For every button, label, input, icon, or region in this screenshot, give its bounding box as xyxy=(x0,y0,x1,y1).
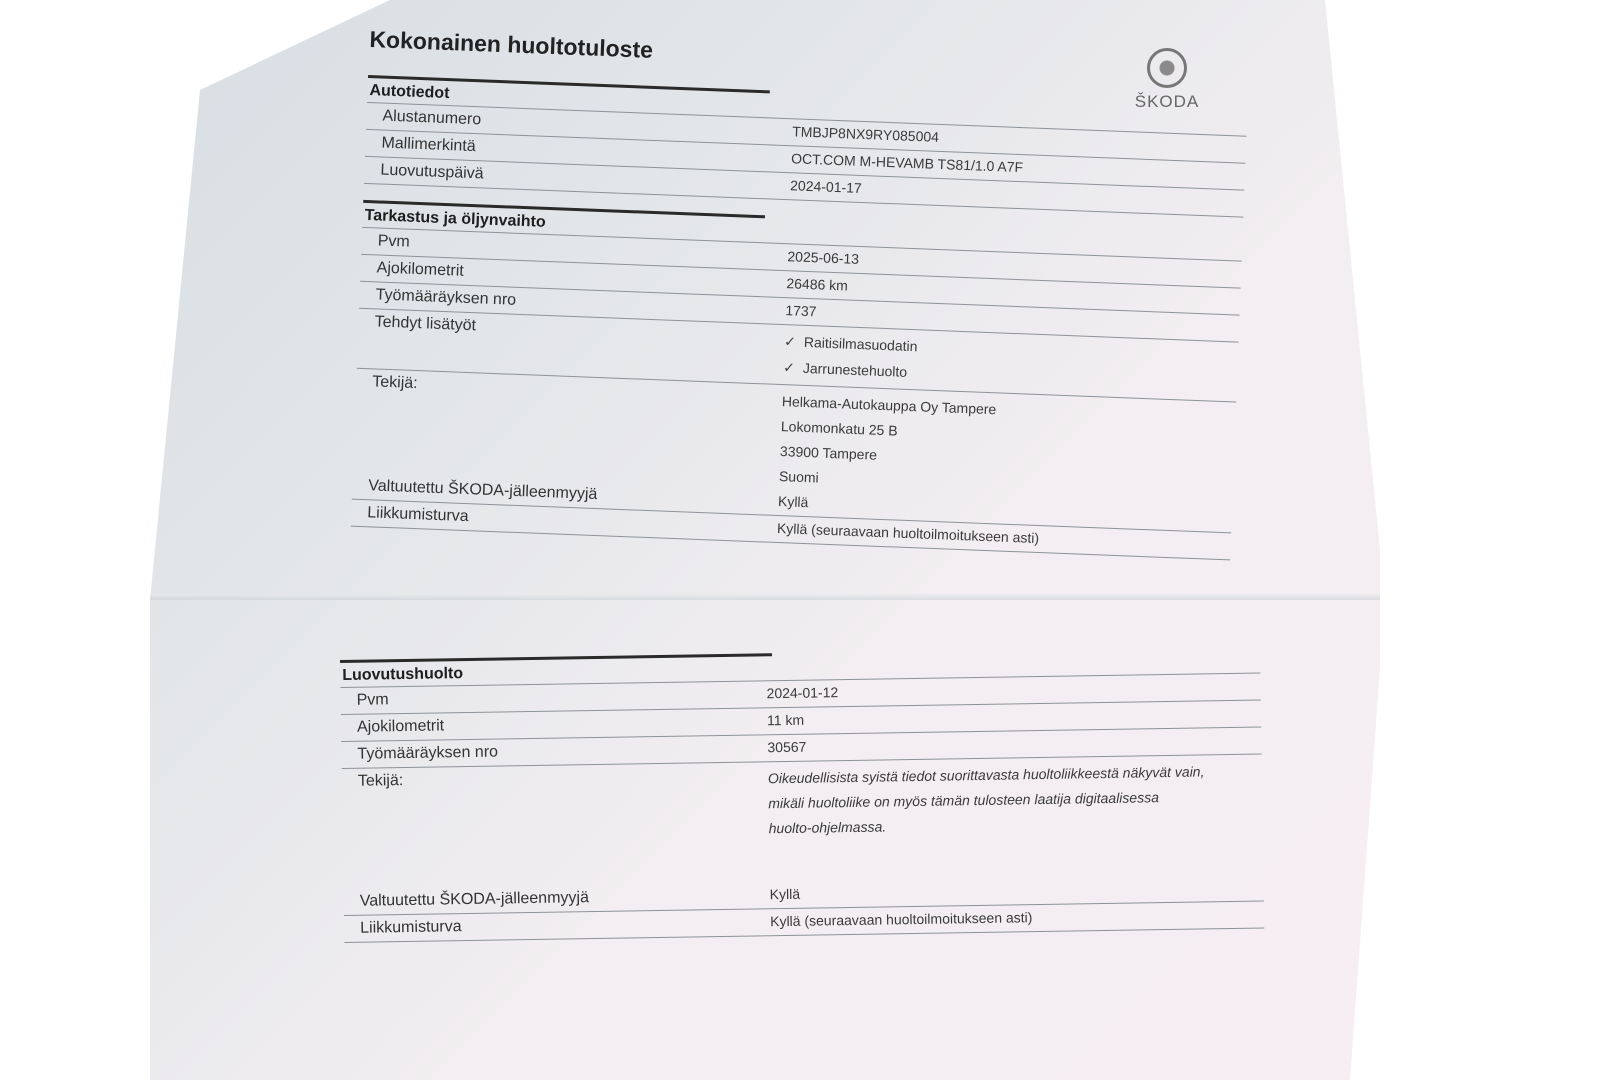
pvm-value: 2025-06-13 xyxy=(787,248,860,267)
maker-label: Tekijä: xyxy=(357,772,404,790)
document-title: Kokonainen huoltotuloste xyxy=(369,26,654,63)
dealer-label: Valtuutettu ŠKODA-jälleenmyyjä xyxy=(368,477,598,504)
car-info-heading: Autotiedot xyxy=(367,75,770,117)
extra-work-item: Raitisilmasuodatin xyxy=(803,333,918,355)
pvm-value: 2024-01-12 xyxy=(766,684,839,702)
order-label: Työmääräyksen nro xyxy=(375,286,517,309)
checkmark-icon: ✓ xyxy=(782,360,796,377)
mobility-value: Kyllä (seuraavaan huoltoilmoitukseen asti) xyxy=(770,909,1033,930)
row-value: 2024-01-17 xyxy=(789,177,863,196)
lower-content xyxy=(340,646,1265,959)
maker-note xyxy=(768,755,1264,883)
checkmark-icon: ✓ xyxy=(783,334,797,351)
handover-heading: Luovutushuolto xyxy=(340,653,772,687)
note-line: Oikeudellisista syistä tiedot suorittavasta huoltoliikkeestä näkyvät vain, xyxy=(767,763,1205,787)
pvm-label: Pvm xyxy=(377,232,411,251)
extra-work-item: Jarrunestehuolto xyxy=(802,359,908,380)
mobility-label: Liikkumisturva xyxy=(366,504,469,526)
address-line: Suomi xyxy=(778,468,819,486)
km-label: Ajokilometrit xyxy=(356,717,445,736)
table-row xyxy=(342,754,1264,889)
address-line: Helkama-Autokauppa Oy Tampere xyxy=(781,393,997,418)
order-value: 30567 xyxy=(767,738,807,756)
km-label: Ajokilometrit xyxy=(376,259,465,280)
address-line: 33900 Tampere xyxy=(779,443,878,463)
pvm-label: Pvm xyxy=(356,691,389,709)
mobility-label: Liikkumisturva xyxy=(360,918,462,937)
row-label: Alustanumero xyxy=(382,107,482,129)
brand-wordmark: ŠKODA xyxy=(1134,92,1200,111)
maker-label: Tekijä: xyxy=(372,373,418,393)
row-label: Luovutuspäivä xyxy=(380,161,484,183)
dealer-value: Kyllä xyxy=(777,493,809,511)
order-value: 1737 xyxy=(785,302,817,320)
handover-section xyxy=(340,646,1264,943)
km-value: 11 km xyxy=(766,711,805,729)
row-label: Mallimerkintä xyxy=(381,134,477,156)
km-value: 26486 km xyxy=(786,275,849,294)
extras-label: Tehdyt lisätyöt xyxy=(374,313,477,335)
inspection-heading: Tarkastus ja öljynvaihto xyxy=(362,200,765,242)
note-line: huolto-ohjelmassa. xyxy=(768,818,887,837)
upper-content xyxy=(350,26,1249,576)
mobility-value: Kyllä (seuraavaan huoltoilmoitukseen asti) xyxy=(776,520,1040,547)
paper-fold xyxy=(150,594,1380,600)
inspection-section xyxy=(351,200,1243,561)
row-value: TMBJP8NX9RY085004 xyxy=(791,123,940,145)
dealer-value: Kyllä xyxy=(769,885,801,903)
order-label: Työmääräyksen nro xyxy=(357,743,499,763)
dealer-label: Valtuutettu ŠKODA-jälleenmyyjä xyxy=(359,889,590,910)
address-line: Lokomonkatu 25 B xyxy=(780,418,898,439)
row-value: OCT.COM M-HEVAMB TS81/1.0 A7F xyxy=(790,150,1024,176)
note-line: mikäli huoltoliike on myös tämän tulosteen laatija digitaalisessa xyxy=(768,789,1160,812)
car-info-section xyxy=(364,75,1248,218)
